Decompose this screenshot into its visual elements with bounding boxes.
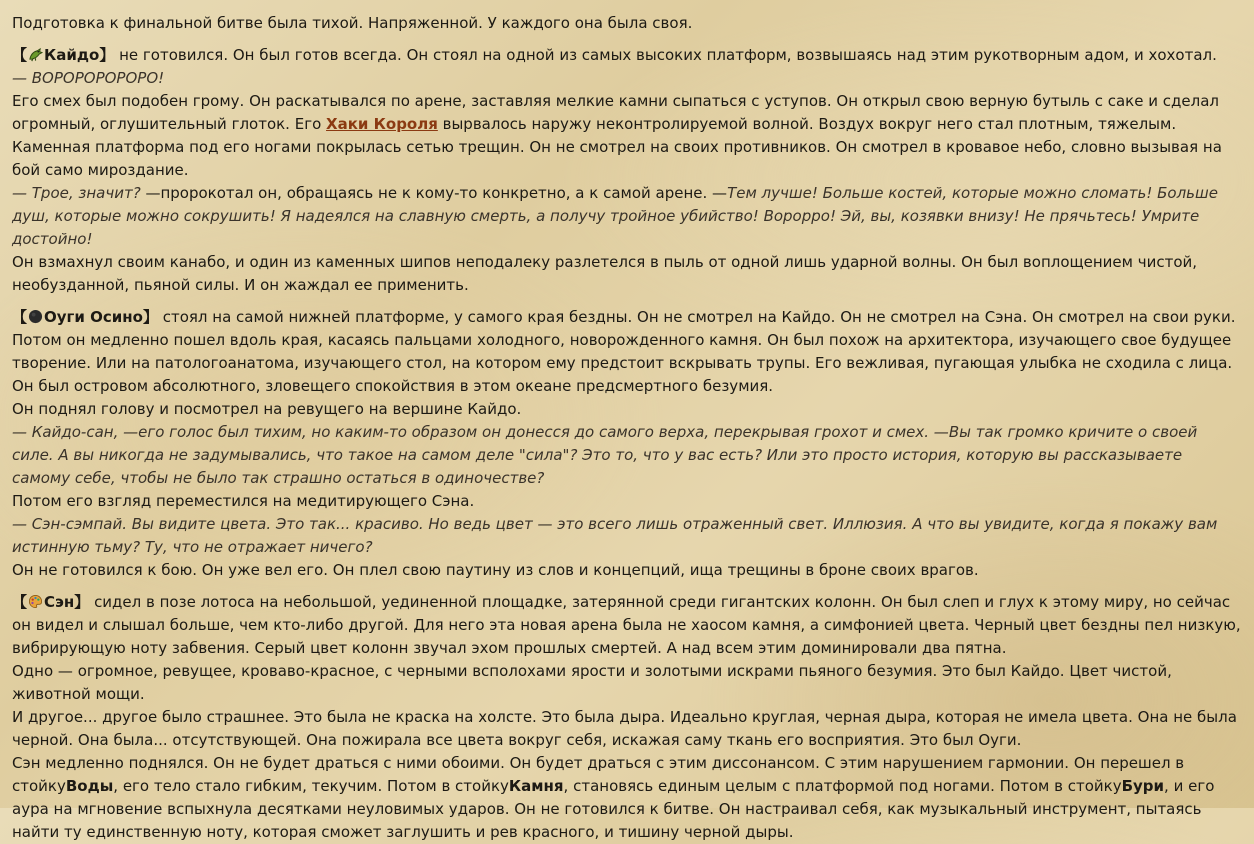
kaido-paragraph-4: Он взмахнул своим канабо, и один из каменных шипов неподалеку разлетелся в пыль от одной лишь ударной волны. Он был воплощением чистой, необузданной, пьяной силы. И он жаждал ее применить. — [12, 253, 1198, 294]
kaido-name: Кайдо — [44, 46, 100, 64]
spacer — [12, 582, 1242, 591]
kaido-quote — [12, 182, 1242, 251]
sen-close-bracket: 】 — [74, 593, 90, 611]
ougi-open-bracket: 【 — [12, 308, 28, 326]
black-circle-icon — [28, 309, 43, 324]
kaido-quote-a: — Трое, значит? — [12, 184, 146, 202]
stance-stone: Камня — [508, 777, 564, 795]
kaido-paragraph-2 — [12, 90, 1242, 182]
stance-water: Воды — [65, 777, 114, 795]
kaido-laugh: — ВОРОРОРОРОРО! — [12, 69, 165, 87]
sen-paragraph-4 — [12, 752, 1242, 844]
ougi-quote-b: —его голос был тихим, но каким-то образом он донесся до самого верха, перекрывая грохот и смех. — — [123, 423, 949, 441]
ougi-quote-2: — Сэн-сэмпай. Вы видите цвета. Это так... красиво. Но ведь цвет — это всего лишь отраженный свет. Иллюзия. А что вы увидите, когда я покажу вам истинную тьму? Ту, что не отражает ничего? — [12, 515, 1218, 556]
sen-text-4b: , его тело стало гибким, текучим. Потом в стойку — [113, 777, 509, 795]
dragon-icon — [28, 47, 43, 62]
kaido-text-2a: Его смех был подобен грому. Он раскатывался по арене, заставляя мелкие камни сыпаться с уступов. Он открыл свою верную бутыль с саке и сделал огромный, оглушительный глоток. Его — [12, 92, 1219, 133]
ougi-paragraph-6: Он не готовился к бою. Он уже вел его. Он плел свою паутину из слов и концепций, ища трещины в броне своих врагов. — [12, 561, 979, 579]
kaido-close-bracket: 】 — [99, 46, 115, 64]
sen-paragraph-2: Одно — огромное, ревущее, кроваво-красное, с черными всполохами ярости и золотыми искрами пьяного безумия. Это был Кайдо. Цвет чистой, животной мощи. — [12, 662, 1172, 703]
spacer — [12, 297, 1242, 306]
kaido-quote-c: Тем лучше! Больше костей, которые можно сломать! Больше душ, которые можно сокрушить! Я надеялся на славную смерть, а получу тройное убийство! Ворорро! Эй, вы, козявки внизу! Не прячьтесь! Умрите достойно! — [12, 184, 1218, 248]
ougi-close-bracket: 】 — [142, 308, 158, 326]
sen-text-4a: Сэн медленно поднялся. Он не будет драться с ними обоими. Он будет драться с этим диссонансом. С этим нарушением гармонии. Он перешел в стойку — [12, 754, 1185, 795]
story-document — [12, 12, 1242, 844]
kaido-text-1: не готовился. Он был готов всегда. Он стоял на одной из самых высоких платформ, возвышаясь над этим рукотворным адом, и хохотал. — [114, 46, 1217, 64]
kaido-open-bracket: 【 — [12, 46, 28, 64]
haki-link[interactable]: Хаки Короля — [326, 115, 438, 133]
ougi-paragraph-2: Он поднял голову и посмотрел на ревущего на вершине Кайдо. — [12, 400, 522, 418]
stance-storm: Бури — [1121, 777, 1165, 795]
sen-open-bracket: 【 — [12, 593, 28, 611]
sen-name: Сэн — [44, 593, 75, 611]
sen-paragraph — [12, 591, 1242, 660]
ougi-paragraph — [12, 306, 1242, 398]
ougi-quote-c: Вы так громко кричите о своей силе. А вы никогда не задумывались, что такое на самом деле "сила"? Это то, что у вас есть? Или это просто история, которую вы рассказываете самому себе, чтобы не было так страшно остаться в одиночестве? — [12, 423, 1198, 487]
palette-icon — [28, 594, 43, 609]
kaido-paragraph — [12, 44, 1242, 67]
sen-text-1: сидел в позе лотоса на небольшой, уединенной площадке, затерянной среди гигантских колонн. Он был слеп и глух к этому миру, но сейчас он видел и слышал больше, чем кто-либо другой. Для него эта новая арена была не хаосом камня, а симфонией цвета. Черный цвет бездны пел низкую, вибрирующую ноту забвения. Серый цвет колонн звучал эхом прошлых смертей. А над всем этим доминировали два пятна. — [12, 593, 1241, 657]
ougi-quote-a: — Кайдо-сан, — [12, 423, 124, 441]
spacer — [12, 35, 1242, 44]
kaido-text-2b: вырвалось наружу неконтролируемой волной. Воздух вокруг него стал плотным, тяжелым. Каменная платформа под его ногами покрылась сетью трещин. Он не смотрел на своих противников. Он смотрел в кровавое небо, словно вызывая на бой само мироздание. — [12, 115, 1222, 179]
sen-paragraph-3: И другое... другое было страшнее. Это была не краска на холсте. Это была дыра. Идеально круглая, черная дыра, которая не имела цвета. Она не была черной. Она была... отсутствующей. Она пожирала все цвета вокруг себя, искажая саму ткань его восприятия. Это был Оуги. — [12, 708, 1237, 749]
ougi-name: Оуги Осино — [44, 308, 143, 326]
sen-text-4c: , становясь единым целым с платформой под ногами. Потом в стойку — [563, 777, 1122, 795]
ougi-text-1: стоял на самой нижней платформе, у самого края бездны. Он не смотрел на Кайдо. Он не смотрел на Сэна. Он смотрел на свои руки. Потом он медленно пошел вдоль края, касаясь пальцами холодного, новорожденного камня. Он был похож на архитектора, изучающего свое будущее творение. Или на патологоанатома, изучающего стол, на котором ему предстоит вскрывать трупы. Его вежливая, пугающая улыбка не сходила с лица. Он был островом абсолютного, зловещего спокойствия в этом океане предсмертного безумия. — [12, 308, 1236, 395]
kaido-quote-b: —пророкотал он, обращаясь не к кому-то конкретно, а к самой арене. — — [145, 184, 728, 202]
ougi-paragraph-4: Потом его взгляд переместился на медитирующего Сэна. — [12, 492, 475, 510]
ougi-quote — [12, 421, 1242, 490]
sen-text-4d: , и его аура на мгновение вспыхнула десятками неуловимых ударов. Он не готовился к битве. Он настраивал себя, как музыкальный инструмент, пытаясь найти ту единственную ноту, которая сможет заглушить и рев красного, и тишину черной дыры. — [12, 777, 1215, 841]
intro-paragraph: Подготовка к финальной битве была тихой. Напряженной. У каждого она была своя. — [12, 14, 693, 32]
